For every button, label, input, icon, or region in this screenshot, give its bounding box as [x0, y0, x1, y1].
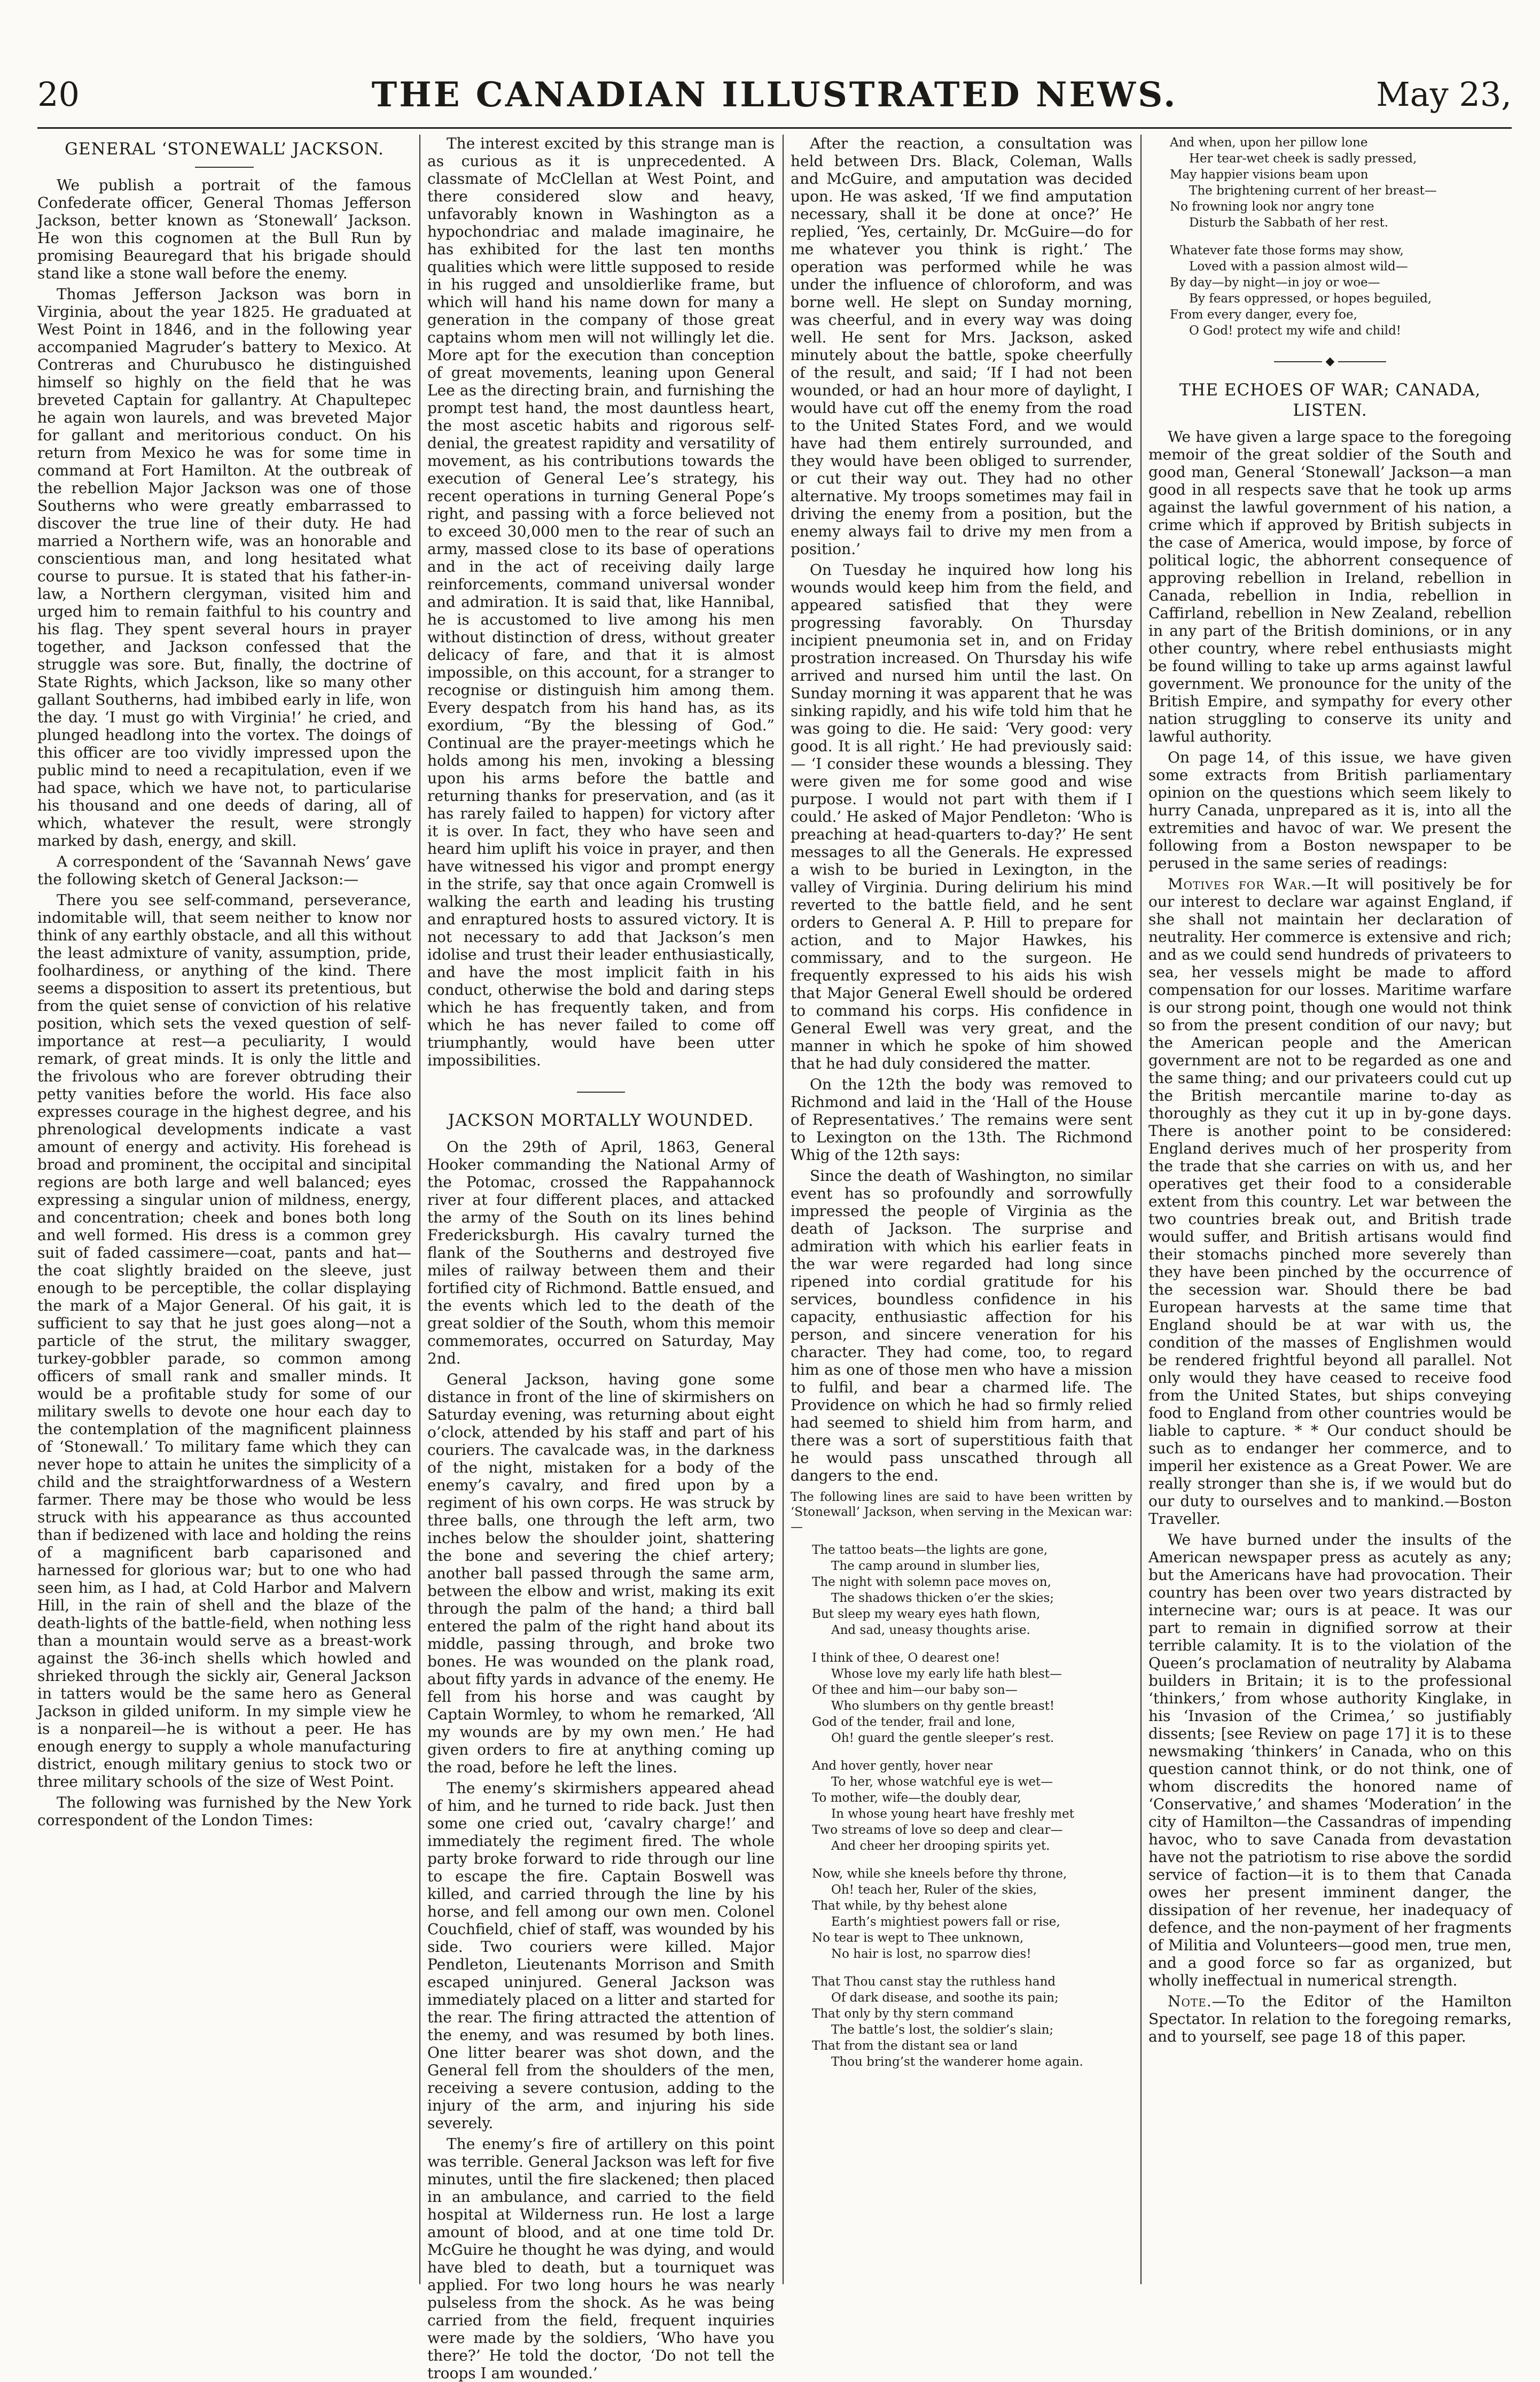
poem-stanza	[812, 1974, 1132, 2070]
title-rule	[195, 167, 254, 168]
article-paragraph: Thomas Jefferson Jackson was born in Virginia, about the year 1825. He graduated at West Point in 1846, and in the following year accompanied Magruder’s battery to Mexico. At Contreras and Churubusco he distinguished himself so highly on the field that he was breveted Captain for gallantry. At Chapultepec he again won laurels, and was breveted Major for gallant and meritorious conduct. On his return from Mexico he was for some time in command at Fort Hamilton. At the outbreak of the rebellion Major Jackson was one of those Southerns who were greatly embarrassed to discover the true line of their duty. He had married a Northern wife, was an honorable and conscientious man, and long hesitated what course to pursue. It is stated that his father-in-law, a Northern clergyman, visited him and urged him to remain faithful to his country and his flag. They spent several hours in prayer together, and Jackson confessed that the struggle was sore. But, finally, the doctrine of State Rights, which Jackson, like so many other gallant Southerns, had imbibed early in life, won the day. ‘I must go with Virginia!’ he cried, and plunged headlong into the vortex. The doings of this officer are too vividly impressed upon the public mind to need a recapitulation, even if we had space, which we have not, to particularise his thousand and one deeds of daring, all of which, whatever the result, were strongly marked by dash, energy, and skill.	[37, 285, 411, 850]
poem-line: And when, upon her pillow lone	[1170, 136, 1368, 150]
poem-line: The battle’s lost, the soldier’s slain;	[831, 2023, 1054, 2037]
article-paragraph	[1148, 1992, 1512, 2045]
poem-line: Now, while she kneels before thy throne,	[812, 1867, 1067, 1881]
article-paragraph: Since the death of Washington, no similar event has so profoundly and sorrowfully impressed the people of Virginia as the death of Jackson. The surprise and admiration with which his earlier feats in the war were regarded had long since ripened into cordial gratitude for his services, boundless confidence in his capacity, enthusiastic affection for his person, and sincere veneration for his character. They had come, too, to regard him as one of those men who have a mission to fulfil, and bear a charmed life. The Providence on which he had so firmly relied had seemed to shield him from harm, and there was a sort of superstitious faith that he would pass unscathed through all dangers to the end.	[791, 1167, 1132, 1484]
poem-line: Of dark disease, and soothe its pain;	[831, 1991, 1059, 2005]
poem	[812, 1542, 1132, 2070]
publication-title: THE CANADIAN ILLUSTRATED NEWS.	[371, 75, 1178, 115]
article-paragraph: The following was furnished by the New York correspondent of the London Times:	[37, 1794, 411, 1829]
poem-line: That from the distant sea or land	[812, 2039, 1018, 2053]
poem-stanza	[1170, 243, 1512, 339]
article-paragraph: We have burned under the insults of the American newspaper press as acutely as any; but the Americans have had provocation. Their country has been over two years distracted by internecine war; ours is at peace. It was our part to remain in dignified sorrow at their terrible calamity. It is to the violation of the Queen’s proclamation of neutrality by Alabama builders in Britain; it is to the professional ‘thinkers,’ from whose authority Kinglake, in his ‘Invasion of the Crimea,’ so justifiably dissents; [see Review on page 17] it is to these newsmaking ‘thinkers’ in Canada, who on this question cannot think, or do not think, one of whom discredits the honored name of ‘Conservative,’ and shames ‘Moderation’ in the city of Hamilton—the Cassandras of impending havoc, who to save Canada from devastation have not the patriotism to rise above the sordid service of faction—it is to them that Canada owes her present imminent danger, the dissipation of her revenue, her inadequacy of defence, and the non-payment of her fragments of Militia and Volunteers—good men, true men, and a good force so far as organized, but wholly ineffectual in numerical strength.	[1148, 1531, 1512, 1989]
article-paragraph: The interest excited by this strange man is as curious as it is unprecedented. A classmate of McClellan at West Point, and there considered slow and heavy, unfavorably known in Washington as a hypochondriac and malade imaginaire, he has exhibited for the last ten months qualities which were little supposed to reside in his rugged and unsoldierlike frame, but which will hand his name down for many a generation in the company of those great captains whom men will not willingly let die. More apt for the execution than conception of great movements, leaning upon General Lee as the directing brain, and furnishing the prompt test hand, the most dauntless heart, the most ascetic habits and rigorous self-denial, the greatest rapidity and versatility of movement, as his contributions towards the execution of General Lee’s strategy, his recent operations in turning General Pope’s right, and passing with a force believed not to exceed 30,000 men to the rear of such an army, massed close to its base of operations and in the act of receiving daily large reinforcements, command universal wonder and admiration. It is said that, like Hannibal, he is accustomed to live among his men without distinction of dress, without greater delicacy of fare, and that it is almost impossible, on this account, for a stranger to recognise or distinguish him among them. Every despatch from his hand has, as its exordium, “By the blessing of God.” Continual are the prayer-meetings which he holds among his men, invoking a blessing upon his arms before the battle and returning thanks for preservation, and (as it has rarely failed to happen) for victory after it is over. In fact, they who have seen and heard him uplift his voice in prayer, and then have witnessed his vigor and prompt energy in the strife, say that once again Cromwell is walking the earth and leading his trusting and enraptured hosts to assured victory. It is not necessary to add that Jackson’s men idolise and trust their leader enthusiastically, and have the most implicit faith in his conduct, otherwise the bold and daring steps which he has frequently taken, and from which he has never failed to come off triumphantly, would have been utter impossibilities.	[427, 135, 775, 1069]
poem-line: No tear is wept to Thee unknown,	[812, 1931, 1024, 1945]
poem-stanza	[1170, 135, 1512, 231]
poem-line: By fears oppressed, or hopes beguiled,	[1189, 292, 1432, 306]
article-paragraph: On Tuesday he inquired how long his wounds would keep him from the field, and appeared satisfied that they were progressing favorably. On Thursday incipient pneumonia set in, and on Friday prostration increased. On Thursday his wife arrived and nursed him until the last. On Sunday morning it was apparent that he was sinking rapidly, and his wife told him that he was going to die. He said: ‘Very good: very good. It is all right.’ He had previously said:— ‘I consider these wounds a blessing. They were given me for some good and wise purpose. I would not part with them if I could.’ He asked of Major Pendleton: ‘Who is preaching at head-quarters to-day?’ He sent messages to all the Generals. He expressed a wish to be buried in Lexington, in the valley of Virginia. During delirium his mind reverted to the battle field, and he sent orders to General A. P. Hill to prepare for action, and to Major Hawkes, his commissary, and to the surgeon. He frequently expressed to his aids his wish that Major General Ewell should be ordered to command his corps. His confidence in General Ewell was very great, and the manner in which he spoke of him showed that he had duly considered the matter.	[791, 561, 1132, 1072]
poem-line: The camp around in slumber lies,	[831, 1559, 1041, 1573]
article-paragraph: The enemy’s fire of artillery on this point was terrible. General Jackson was left for five minutes, until the fire slackened; then placed in an ambulance, and carried to the field hospital at Wilderness run. He lost a large amount of blood, and at one time told Dr. McGuire he thought he was dying, and would have bled to death, but a tourniquet was applied. For two long hours he was nearly pulseless from the shock. As he was being carried from the field, frequent inquiries were made by the soldiers, ‘Who have you there?’ He told the doctor, ‘Do not tell the troops I am wounded.’	[427, 2135, 775, 2382]
poem-line: Whatever fate those forms may show,	[1170, 244, 1404, 258]
poem-line: Loved with a passion almost wild—	[1189, 260, 1408, 274]
poem-line: May happier visions beam upon	[1170, 168, 1369, 182]
article-paragraph: On page 14, of this issue, we have given some extracts from British parliamentary opinion on the questions which seem likely to hurry Canada, unprepared as it is, into all the extremities and havoc of war. We present the following from a Boston newspaper to be perused in the same series of readings:	[1148, 749, 1512, 872]
poem-line: Of thee and him—our baby son—	[812, 1683, 1018, 1697]
poem-intro: The following lines are said to have been written by ‘Stonewall’ Jackson, when serving in the Mexican war:—	[791, 1490, 1132, 1534]
column-divider	[783, 135, 784, 2284]
poem-line: Oh! teach her, Ruler of the skies,	[831, 1883, 1037, 1897]
column-divider	[419, 135, 420, 2284]
poem-line: Oh! guard the gentle sleeper’s rest.	[831, 1731, 1054, 1745]
poem-line: God of the tender, frail and lone,	[812, 1715, 1015, 1729]
section-divider: ◆	[1271, 353, 1389, 370]
poem-line: The tattoo beats—the lights are gone,	[812, 1543, 1048, 1557]
poem-line: No hair is lost, no sparrow dies!	[831, 1947, 1031, 1961]
poem-stanza	[812, 1866, 1132, 1962]
poem-line: I think of thee, O dearest one!	[812, 1651, 1000, 1665]
poem-line: No frowning look nor angry tone	[1170, 200, 1374, 214]
poem-line: That only by thy stern command	[812, 2007, 1014, 2021]
article-paragraph: We have given a large space to the foregoing memoir of the great soldier of the South and good man, General ‘Stonewall’ Jackson—a man good in all respects save that he took up arms against the lawful government of his nation, a crime which if approved by British subjects in the case of America, would impose, by force of political logic, the abhorrent consequence of approving rebellion in Ireland, rebellion in Canada, rebellion in India, rebellion in Caffirland, rebellion in New Zealand, rebellion in any part of the British dominions, or in any other country, where rebel enthusiasts might be found willing to take up arms against lawful government. We pronounce for the unity of the British Empire, and sympathy for every other nation struggling to conserve its unity and lawful authority.	[1148, 428, 1512, 745]
poem-line: To her, whose watchful eye is wet—	[831, 1775, 1053, 1789]
poem-line: And cheer her drooping spirits yet.	[831, 1839, 1050, 1853]
issue-date: May 23,	[1376, 75, 1512, 114]
article-paragraph: After the reaction, a consultation was held between Drs. Black, Coleman, Walls and McGuire, and amputation was decided upon. He was asked, ‘If we find amputation necessary, shall it be done at once?’ He replied, ‘Yes, certainly, Dr. McGuire—do for me whatever you think is right.’ The operation was performed while he was under the influence of chloroform, and was borne well. He slept on Sunday morning, was cheerful, and in every way was doing well. He sent for Mrs. Jackson, asked minutely about the battle, spoke cheerfully of the result, and said; ‘If I had not been wounded, or had an hour more of daylight, I would have cut off the enemy from the road to the United States Ford, and we would have had them entirely surrounded, and they would have been obliged to surrender, or cut their way out. They had no other alternative. My troops sometimes may fail in driving the enemy from a position, but the enemy always fail to drive my men from a position.’	[791, 135, 1132, 558]
column-1	[37, 135, 411, 2284]
column-divider	[1140, 135, 1142, 2284]
poem-line: And hover gently, hover near	[812, 1759, 993, 1773]
article-paragraph	[1148, 875, 1512, 1528]
motives-label: Motives for War.	[1168, 875, 1312, 893]
poem-line: From every danger, every foe,	[1170, 308, 1357, 322]
masthead	[37, 75, 1512, 118]
poem-line: In whose young heart have freshly met	[831, 1807, 1074, 1821]
article-title-echoes: THE ECHOES OF WAR; CANADA, LISTEN.	[1179, 380, 1481, 420]
page-number: 20	[37, 75, 80, 114]
article-paragraph: We publish a portrait of the famous Confederate officer, General Thomas Jefferson Jackson, better known as ‘Stonewall’ Jackson. He won this cognomen at the Bull Run by promising Beauregard that his brigade should stand like a stone wall before the enemy.	[37, 176, 411, 282]
article-paragraph: There you see self-command, perseverance, indomitable will, that seem neither to know nor think of any earthly obstacle, and all this without the least admixture of vanity, assumption, pride, foolhardiness, or anything of the kind. There seems a disposition to assert its pretentious, but from the quiet sense of conviction of his relative position, which sets the vexed question of self-importance at rest—a peculiarity, I would remark, of great minds. It is only the little and the frivolous who are forever obtruding their petty vanities before the world. His face also expresses courage in the highest degree, and his phrenological developments indicate a vast amount of energy and activity. His forehead is broad and prominent, the occipital and sincipital regions are both large and well balanced; eyes expressing a singular union of mildness, energy, and concentration; cheek and bones both long and well formed. His dress is a common grey suit of faded cassimere—coat, pants and hat—the coat slightly braided on the sleeve, just enough to be perceptible, the collar displaying the mark of a Major General. Of his gait, it is sufficient to say that he just goes along—not a particle of the strut, the military swagger, turkey-gobbler parade, so common among officers of small rank and smaller minds. It would be a profitable study for some of our military swells to devote one hour each day to the contemplation of the magnificent plainness of ‘Stonewall.’ To military fame which they can never hope to attain he unites the simplicity of a child and the straightforwardness of a Western farmer. There may be those who would be less struck with his appearance as thus accounted than if bedizened with lace and holding the reins of a magnificent barb caparisoned and harnessed for glorious war; but to one who had seen him, as I had, at Cold Harbor and Malvern Hill, in the rain of shell and the blaze of the death-lights of the battle-field, when nothing less than a mountain would serve as a breast-work against the 36-inch shells which howled and shrieked through the sickly air, General Jackson in tatters would be the same hero as General Jackson in gilded uniform. In my simple view he is a nonpareil—he is without a peer. He has enough energy to supply a whole manufacturing district, enough military genius to stock two or three military schools of the size of West Point.	[37, 891, 411, 1791]
poem-stanza	[812, 1758, 1132, 1854]
header-rule	[37, 127, 1512, 129]
poem-line: The brightening current of her breast—	[1189, 184, 1437, 198]
note-label: Note.	[1168, 1992, 1212, 2010]
article-paragraph: General Jackson, having gone some distance in front of the line of skirmishers on Saturday evening, was returning about eight o’clock, attended by his staff and part of his couriers. The cavalcade was, in the darkness of the night, mistaken for a body of the enemy’s cavalry, and fired upon by a regiment of his own corps. He was struck by three balls, one through the left arm, two inches below the shoulder joint, shattering the bone and severing the chief artery; another ball passed through the same arm, between the elbow and wrist, making its exit through the palm of the hand; a third ball entered the palm of the right hand about its middle, passing through, and broke two bones. He was wounded on the plank road, about fifty yards in advance of the enemy. He fell from his horse and was caught by Captain Wormley, to whom he remarked, ‘All my wounds are by my own men.’ He had given orders to fire at anything coming up the road, before he left the lines.	[427, 1371, 775, 1776]
poem-line: The shadows thicken o’er the skies;	[831, 1591, 1054, 1605]
poem-line: By day—by night—in joy or woe—	[1170, 276, 1380, 290]
poem-line: Two streams of love so deep and clear—	[812, 1823, 1063, 1837]
column-3	[791, 135, 1132, 2284]
poem-line: Thou bring’st the wanderer home again.	[831, 2055, 1083, 2069]
poem-line: Who slumbers on thy gentle breast!	[831, 1699, 1055, 1713]
motives-text: —It will positively be for our interest to declare war against England, if she shall not maintain her declaration of neutrality. Her commerce is extensive and rich; and as we could send hundreds of privateers to sea, her vessels might be made to afford compensation for our losses. Maritime warfare is our strong point, though one would not think so from the present condition of our navy; but the American people and the American government are not to be regarded as one and the same thing; and our privateers could cut up the British mercantile marine to-day as thoroughly as they cut it up in by-gone days. There is another point to be considered: England derives much of her prosperity from the trade that she carries on with us, and her operatives get their food to a considerable extent from this country. Let war between the two countries break out, and British trade would suffer, and British artisans would find their stomachs pinched more severely than they have been pinched by the occurrence of the secession war. Should there be bad European harvests at the same time that England should be at war with us, the condition of the masses of Englishmen would be rendered frightful beyond all parallel. Not only would they have ceased to receive food from the United States, but ships conveying food to England from other countries would be liable to capture. * * Our conduct should be such as to endanger her commerce, and to imperil her existence as a Great Power. We are really stronger than she is, if we would but do our duty to ourselves and to mankind.—Boston Traveller.	[1148, 875, 1512, 1528]
poem-line: O God! protect my wife and child!	[1189, 324, 1402, 338]
article-title-jackson: GENERAL ‘STONEWALL’ JACKSON.	[65, 139, 384, 159]
poem-line: And sad, uneasy thoughts arise.	[831, 1623, 1030, 1637]
poem-line: Earth’s mightiest powers fall or rise,	[831, 1915, 1060, 1929]
article-title-wounded: JACKSON MORTALLY WOUNDED.	[448, 1111, 754, 1130]
poem-line: But sleep my weary eyes hath flown,	[812, 1607, 1041, 1621]
article-paragraph: On the 12th the body was removed to Richmond and laid in the ‘Hall of the House of Representatives.’ The remains were sent to Lexington on the 13th. The Richmond Whig of the 12th says:	[791, 1076, 1132, 1164]
note-text: —To the Editor of the Hamilton Spectator. In relation to the foregoing remarks, and to yourself, see page 18 of this paper.	[1148, 1992, 1512, 2045]
poem-line: Whose love my early life hath blest—	[831, 1667, 1062, 1681]
article-paragraph: The enemy’s skirmishers appeared ahead of him, and he turned to ride back. Just then some one cried out, ‘cavalry charge!’ and immediately the regiment fired. The whole party broke forward to ride through our line to escape the fire. Captain Boswell was killed, and carried through the line by his horse, and fell among our own men. Colonel Couchfield, chief of staff, was wounded by his side. Two couriers were killed. Major Pendleton, Lieutenants Morrison and Smith escaped uninjured. General Jackson was immediately placed on a litter and started for the rear. The firing attracted the attention of the enemy, and was resumed by both lines. One litter bearer was shot down, and the General fell from the shoulders of the men, receiving a severe contusion, adding to the injury of the arm, and injuring his side severely.	[427, 1779, 775, 2132]
column-2	[427, 135, 775, 2382]
poem-line: That while, by thy behest alone	[812, 1899, 1007, 1913]
section-divider	[542, 1083, 660, 1101]
poem-line: Her tear-wet cheek is sadly pressed,	[1189, 152, 1417, 166]
poem-line: That Thou canst stay the ruthless hand	[812, 1975, 1056, 1989]
poem-stanza	[812, 1542, 1132, 1638]
poem-line: To mother, wife—the doubly dear,	[812, 1791, 1021, 1805]
column-4	[1148, 135, 1512, 2284]
poem-continued	[1170, 135, 1512, 339]
poem-line: Disturb the Sabbath of her rest.	[1189, 216, 1389, 230]
poem-line: The night with solemn pace moves on,	[812, 1575, 1051, 1589]
article-paragraph: On the 29th of April, 1863, General Hooker commanding the National Army of the Potomac, crossed the Rappahannock river at four different places, and attacked the army of the South on its lines behind Fredericksburgh. His cavalry turned the flank of the Southerns and destroyed five miles of railway between them and their fortified city of Richmond. Battle ensued, and the events which led to the death of the great soldier of the South, whom this memoir commemorates, occurred on Saturday, May 2nd.	[427, 1138, 775, 1367]
article-paragraph: A correspondent of the ‘Savannah News’ gave the following sketch of General Jackson:—	[37, 853, 411, 888]
poem-stanza	[812, 1650, 1132, 1746]
